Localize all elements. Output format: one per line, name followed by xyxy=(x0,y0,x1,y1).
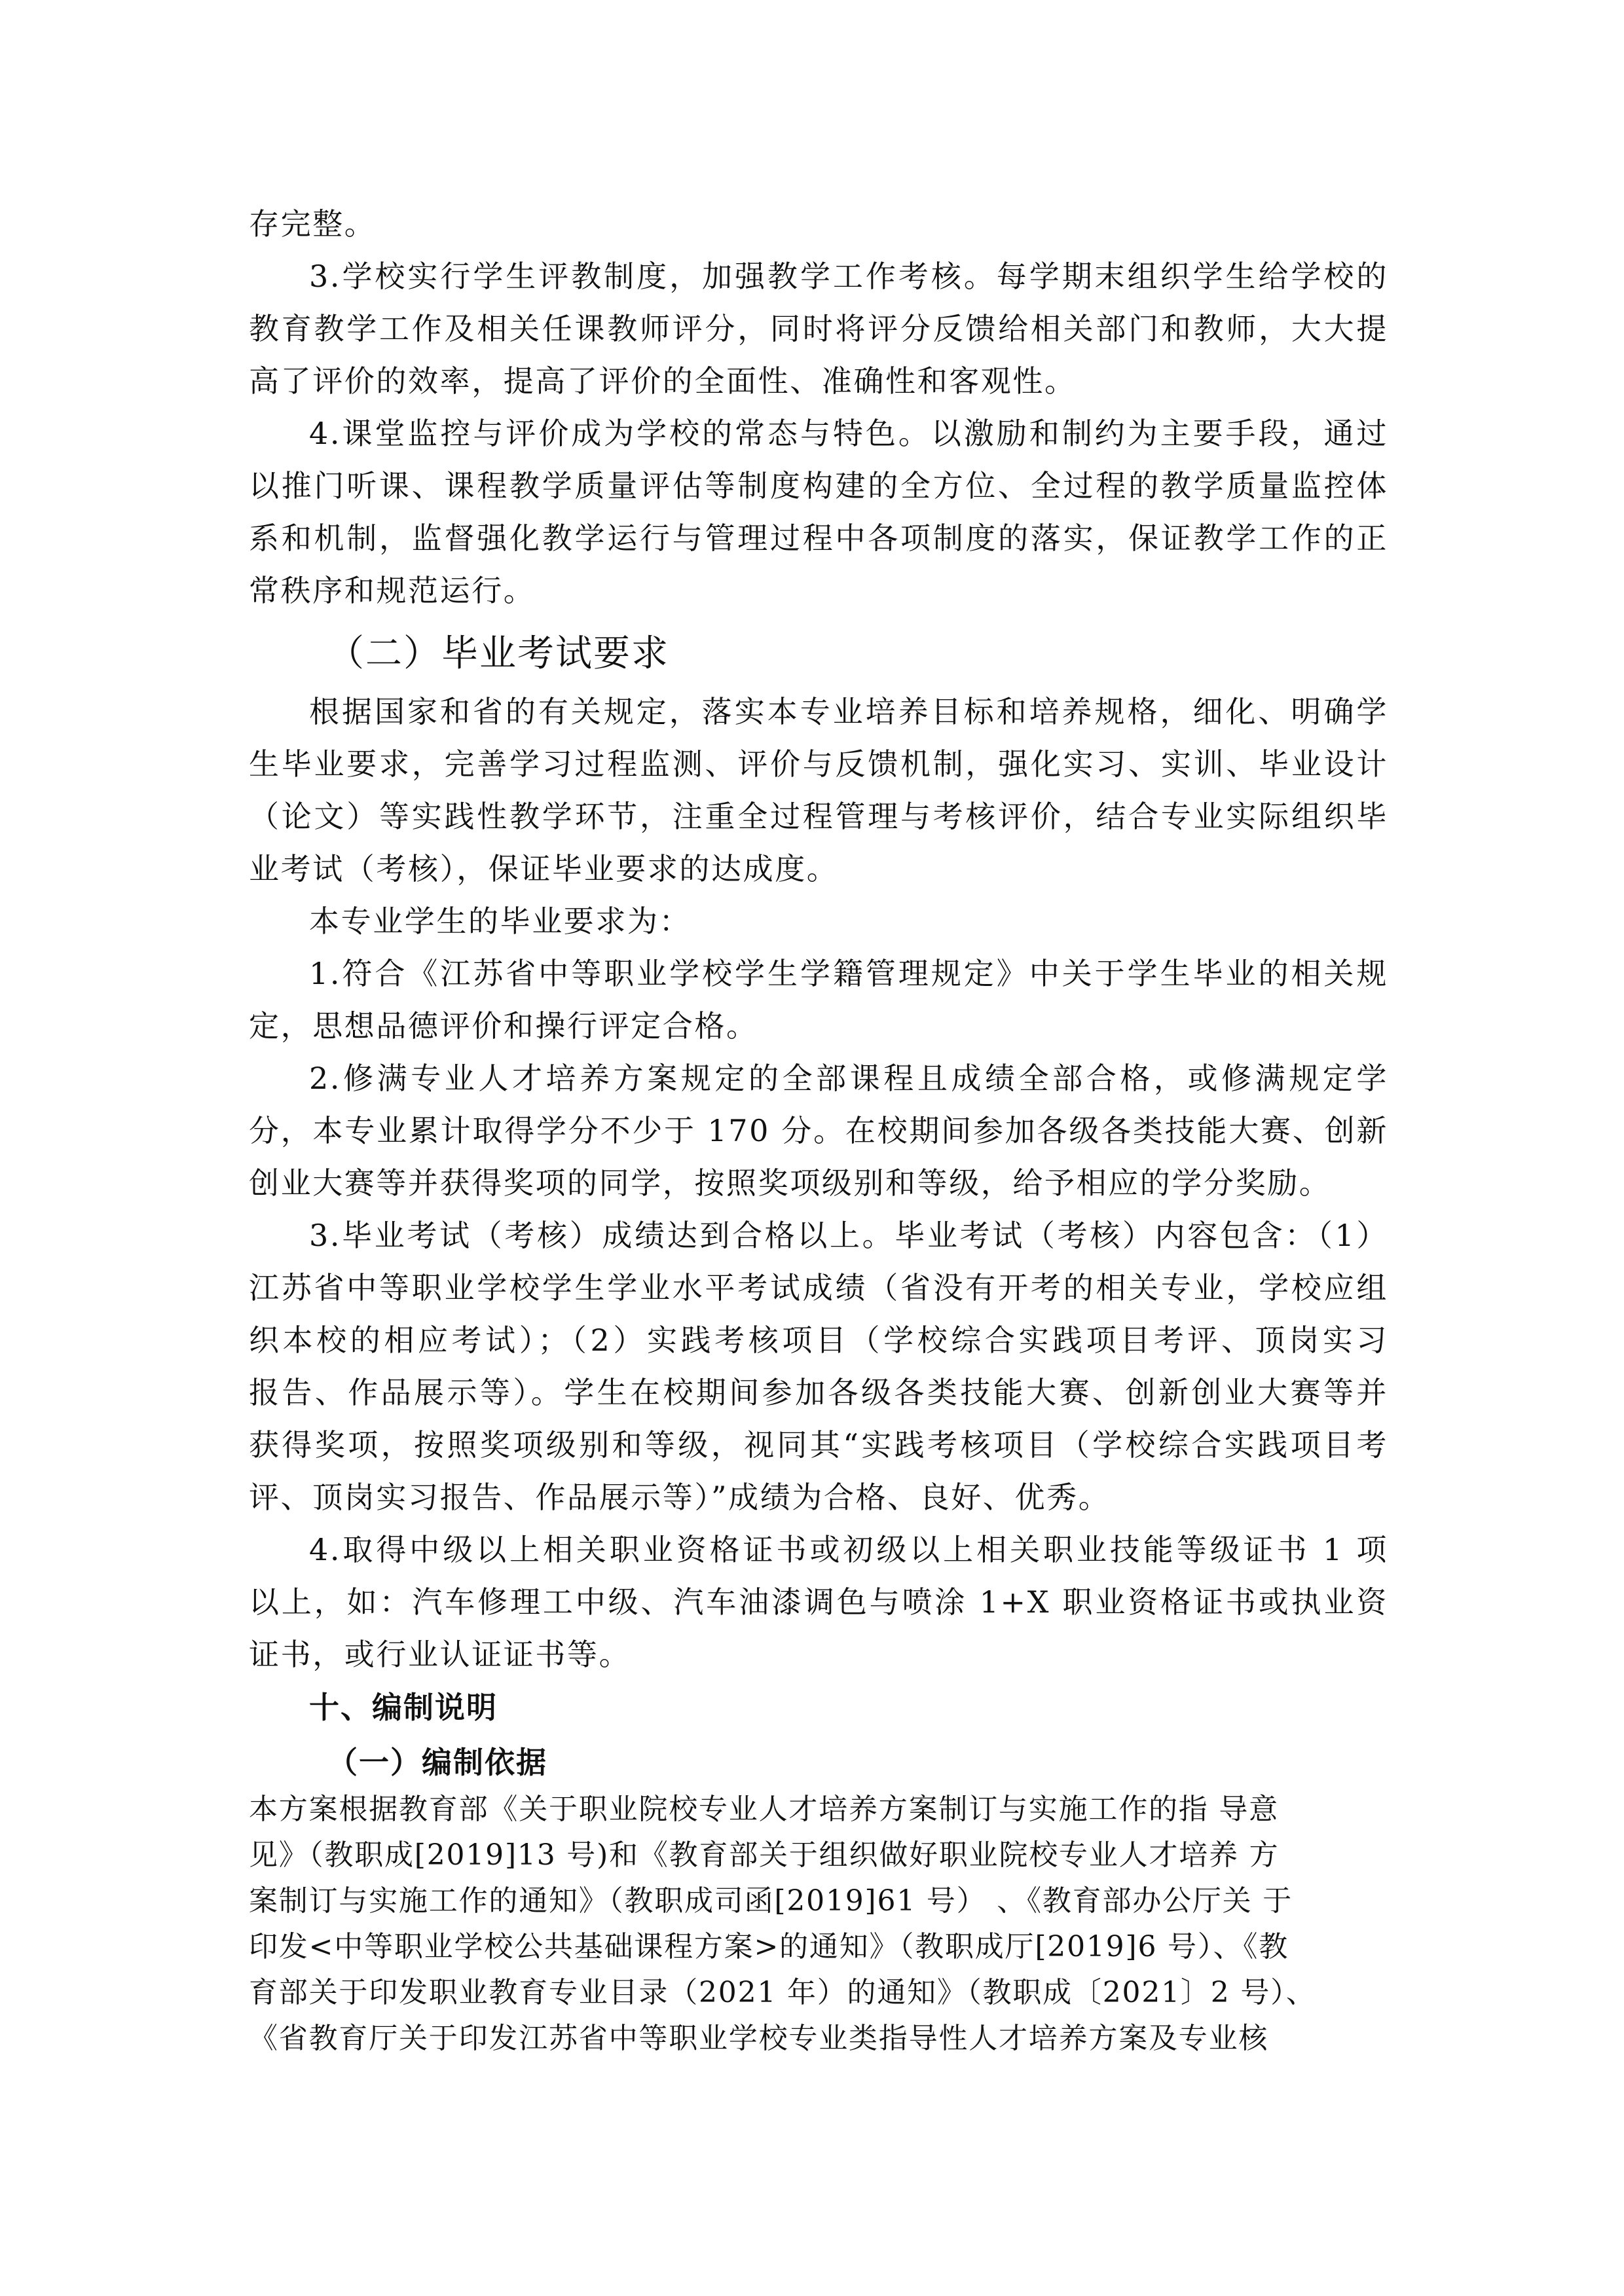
text-line: 以推门听课、课程教学质量评估等制度构建的全方位、全过程的教学质量监控体 xyxy=(249,468,1388,503)
text-line: 分，本专业累计取得学分不少于 170 分。在校期间参加各级各类技能大赛、创新 xyxy=(249,1113,1388,1148)
text-line: 创业大赛等并获得奖项的同学，按照奖项级别和等级，给予相应的学分奖励。 xyxy=(249,1165,1331,1201)
text-line: 育部关于印发职业教育专业目录（2021 年）的通知》（教职成〔2021〕2 号）、 xyxy=(249,1976,1316,2009)
text-line: 1.符合《江苏省中等职业学校学生学籍管理规定》中关于学生毕业的相关规 xyxy=(309,956,1388,991)
text-line: 生毕业要求，完善学习过程监测、评价与反馈机制，强化实习、实训、毕业设计 xyxy=(249,746,1388,782)
text-line: （论文）等实践性教学环节，注重全过程管理与考核评价，结合专业实际组织毕 xyxy=(249,799,1388,834)
text-line: 《省教育厅关于印发江苏省中等职业学校专业类指导性人才培养方案及专业核 xyxy=(249,2022,1269,2055)
text-line: 4.课堂监控与评价成为学校的常态与特色。以激励和制约为主要手段，通过 xyxy=(309,416,1388,451)
text-line: 3.学校实行学生评教制度，加强教学工作考核。每学期末组织学生给学校的 xyxy=(309,259,1388,294)
text-line: 江苏省中等职业学校学生学业水平考试成绩（省没有开考的相关专业，学校应组 xyxy=(249,1270,1388,1305)
text-line: 系和机制，监督强化教学运行与管理过程中各项制度的落实，保证教学工作的正 xyxy=(249,520,1388,556)
text-line: 获得奖项，按照奖项级别和等级，视同其“实践考核项目（学校综合实践项目考 xyxy=(249,1427,1388,1463)
text-line: 本专业学生的毕业要求为： xyxy=(309,903,692,939)
text-line: 4.取得中级以上相关职业资格证书或初级以上相关职业技能等级证书 1 项 xyxy=(309,1532,1388,1567)
section-heading: （二）毕业考试要求 xyxy=(327,632,669,675)
text-line: 教育教学工作及相关任课教师评分，同时将评分反馈给相关部门和教师，大大提 xyxy=(249,311,1388,346)
text-line: 本方案根据教育部《关于职业院校专业人才培养方案制订与实施工作的指 导意 xyxy=(249,1793,1279,1826)
text-line: 定，思想品德评价和操行评定合格。 xyxy=(249,1008,758,1044)
text-line: 根据国家和省的有关规定，落实本专业培养目标和培养规格，细化、明确学 xyxy=(309,694,1388,729)
text-line: 以上，如：汽车修理工中级、汽车油漆调色与喷涂 1+X 职业资格证书或执业资 xyxy=(249,1584,1388,1620)
text-line: 评、顶岗实习报告、作品展示等）”成绩为合格、良好、优秀。 xyxy=(249,1480,1111,1515)
text-line: 3.毕业考试（考核）成绩达到合格以上。毕业考试（考核）内容包含：（1） xyxy=(309,1218,1388,1253)
text-line: 高了评价的效率，提高了评价的全面性、准确性和客观性。 xyxy=(249,363,1077,399)
text-line: 2.修满专业人才培养方案规定的全部课程且成绩全部合格，或修满规定学 xyxy=(309,1061,1388,1096)
text-line: 证书，或行业认证证书等。 xyxy=(249,1637,631,1672)
text-line: 案制订与实施工作的通知》（教职成司函[2019]61 号） 、《教育部办公厅关 于 xyxy=(249,1884,1293,1918)
text-line: 业考试（考核），保证毕业要求的达成度。 xyxy=(249,851,839,886)
text-line: 印发<中等职业学校公共基础课程方案>的通知》（教职成厅[2019]6 号）、《教 xyxy=(249,1930,1289,1963)
chapter-heading: 十、编制说明 xyxy=(309,1690,498,1725)
text-line: 见》（教职成[2019]13 号)和《教育部关于组织做好职业院校专业人才培养 方 xyxy=(249,1838,1280,1872)
text-line: 织本校的相应考试）；（2）实践考核项目（学校综合实践项目考评、顶岗实习 xyxy=(249,1322,1388,1358)
text-line: 报告、作品展示等）。学生在校期间参加各级各类技能大赛、创新创业大赛等并 xyxy=(249,1375,1388,1410)
subsection-heading: （一）编制依据 xyxy=(327,1745,547,1780)
text-line: 常秩序和规范运行。 xyxy=(249,573,536,608)
text-line: 存完整。 xyxy=(249,206,377,242)
